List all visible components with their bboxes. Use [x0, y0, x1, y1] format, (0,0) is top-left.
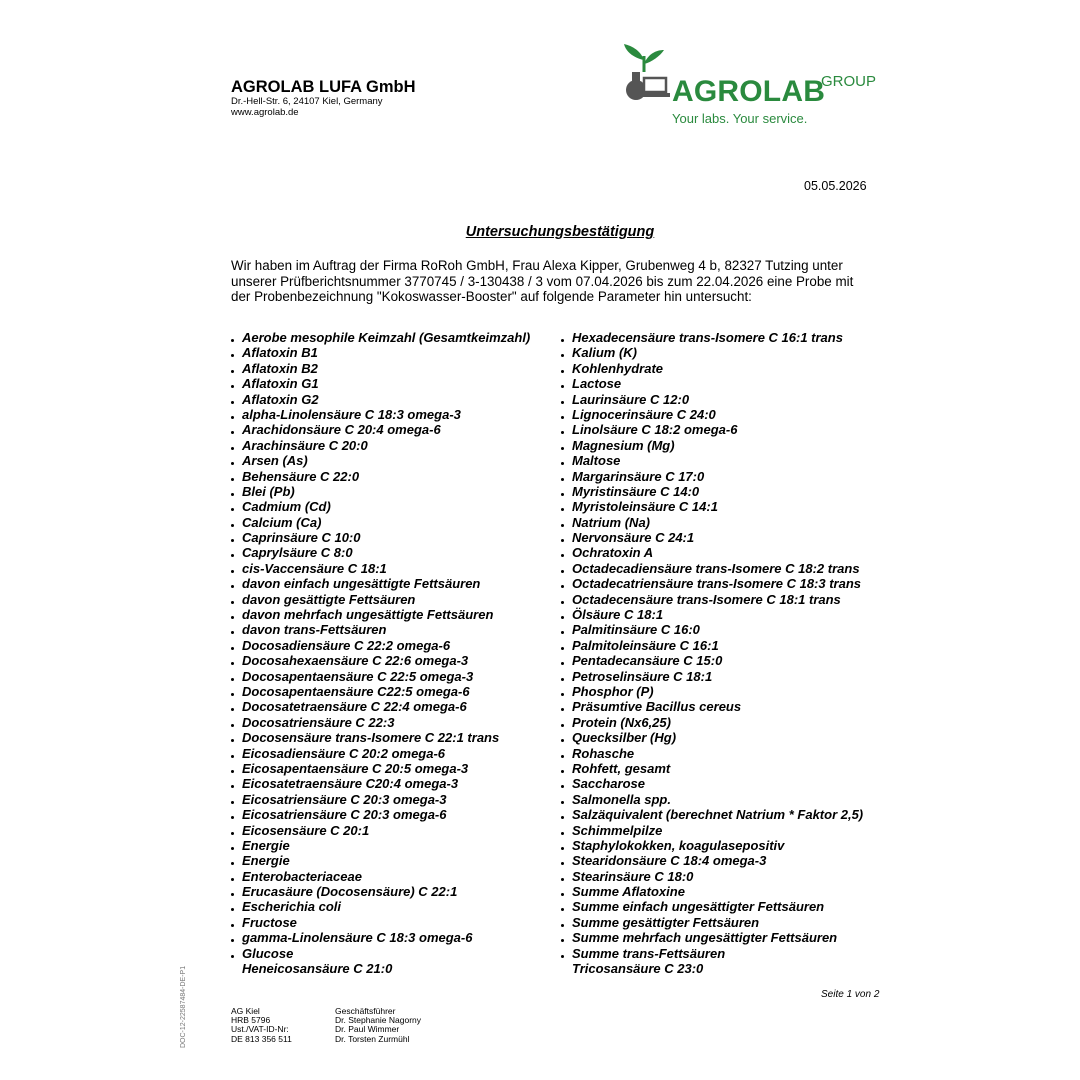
parameter-label: Octadecadiensäure trans-Isomere C 18:2 trans	[572, 560, 860, 576]
parameter-item	[231, 930, 561, 945]
parameter-item	[561, 730, 891, 745]
parameter-item	[561, 715, 891, 730]
parameter-label: Stearinsäure C 18:0	[572, 868, 694, 884]
bullet-icon	[561, 939, 564, 942]
bullet-icon	[231, 508, 234, 511]
parameter-item	[561, 792, 891, 807]
bullet-icon	[561, 708, 564, 711]
parameter-label: gamma-Linolensäure C 18:3 omega-6	[242, 930, 473, 946]
bullet-icon	[231, 554, 234, 557]
parameter-item	[231, 407, 561, 422]
parameter-item	[231, 638, 561, 653]
parameter-item	[231, 884, 561, 899]
parameter-label: Caprylsäure C 8:0	[242, 545, 353, 561]
parameter-label: Eicosapentaensäure C 20:5 omega-3	[242, 760, 469, 776]
parameter-label: Aerobe mesophile Keimzahl (Gesamtkeimzahl)	[242, 330, 531, 345]
company-name: AGROLAB LUFA GmbH	[231, 78, 416, 96]
page-number: Seite 1 von 2	[821, 989, 880, 1000]
bullet-icon	[561, 816, 564, 819]
parameter-label: Ölsäure C 18:1	[572, 607, 664, 623]
parameter-label: Protein (Nx6,25)	[572, 714, 671, 730]
parameter-item	[561, 761, 891, 776]
parameter-label: Calcium (Ca)	[242, 514, 322, 530]
bullet-icon	[231, 955, 234, 958]
parameter-label: Blei (Pb)	[242, 483, 295, 499]
parameter-label: Kohlenhydrate	[572, 360, 664, 376]
parameter-item	[561, 669, 891, 684]
parameter-item	[231, 761, 561, 776]
parameter-item	[561, 622, 891, 637]
parameter-item	[561, 515, 891, 530]
parameter-label: Eicosensäure C 20:1	[242, 822, 370, 838]
document-title: Untersuchungsbestätigung	[465, 224, 655, 240]
logo-group-label: GROUP	[821, 73, 877, 90]
bullet-icon	[231, 724, 234, 727]
bullet-icon	[561, 508, 564, 511]
bullet-icon	[561, 893, 564, 896]
parameter-item	[231, 792, 561, 807]
parameter-label: Fructose	[242, 914, 297, 930]
bullet-icon	[231, 862, 234, 865]
parameter-label: Arachinsäure C 20:0	[242, 437, 368, 453]
parameter-item	[561, 607, 891, 622]
parameter-item	[231, 622, 561, 637]
parameter-item	[561, 746, 891, 761]
bullet-icon	[231, 616, 234, 619]
footer-line: Geschäftsführer	[335, 1006, 396, 1016]
footer-line: Dr. Stephanie Nagorny	[335, 1015, 421, 1026]
bullet-icon	[561, 693, 564, 696]
footer-line: HRB 5796	[231, 1015, 271, 1026]
parameter-item	[231, 438, 561, 453]
parameter-label: Enterobacteriaceae	[242, 868, 362, 884]
parameter-item	[231, 453, 561, 468]
parameter-item	[231, 946, 561, 961]
bullet-icon	[561, 462, 564, 465]
footer-line: Dr. Paul Wimmer	[335, 1024, 400, 1035]
bullet-icon	[231, 401, 234, 404]
bullet-icon	[231, 570, 234, 573]
parameter-item	[561, 684, 891, 699]
parameter-item	[231, 715, 561, 730]
parameter-label: Maltose	[572, 453, 621, 469]
parameter-label: Summe trans-Fettsäuren	[572, 945, 726, 961]
parameter-label: Salmonella spp.	[572, 791, 671, 807]
bullet-icon	[561, 385, 564, 388]
parameter-item	[561, 823, 891, 838]
bullet-icon	[231, 770, 234, 773]
bullet-icon	[561, 601, 564, 604]
parameter-label: Octadecensäure trans-Isomere C 18:1 trans	[572, 591, 841, 607]
footer-line: Ust./VAT-ID-Nr:	[231, 1024, 289, 1035]
bullet-icon	[561, 647, 564, 650]
parameter-item	[561, 638, 891, 653]
parameter-item	[561, 653, 891, 668]
parameter-item	[561, 530, 891, 545]
bullet-icon	[231, 493, 234, 496]
bullet-icon	[561, 401, 564, 404]
bullet-icon	[561, 739, 564, 742]
bullet-icon	[561, 339, 564, 342]
parameter-label: Ochratoxin A	[572, 545, 654, 561]
bullet-icon	[561, 862, 564, 865]
bullet-icon	[561, 724, 564, 727]
bullet-icon	[231, 908, 234, 911]
bullet-icon	[231, 539, 234, 542]
bullet-icon	[561, 524, 564, 527]
bullet-icon	[561, 370, 564, 373]
bullet-icon	[231, 939, 234, 942]
parameter-label: Lignocerinsäure C 24:0	[572, 406, 716, 422]
parameter-label: davon mehrfach ungesättigte Fettsäuren	[242, 607, 494, 623]
parameter-label: Eicosatriensäure C 20:3 omega-3	[242, 791, 447, 807]
parameter-label: Arsen (As)	[242, 453, 308, 469]
company-address-block	[231, 97, 383, 118]
parameter-item	[561, 499, 891, 514]
parameter-label: Lactose	[572, 376, 622, 392]
parameter-label: Myristoleinsäure C 14:1	[572, 499, 718, 515]
bullet-icon	[231, 755, 234, 758]
parameter-item	[561, 545, 891, 560]
document-date: 05.05.2026	[804, 179, 867, 193]
parameter-label: Energie	[242, 853, 290, 869]
bullet-icon	[561, 801, 564, 804]
parameter-item	[561, 576, 891, 591]
bullet-icon	[231, 601, 234, 604]
bullet-icon	[561, 785, 564, 788]
bullet-icon	[561, 478, 564, 481]
parameter-item	[231, 469, 561, 484]
footer-line: AG Kiel	[231, 1006, 260, 1016]
parameter-label: Energie	[242, 837, 290, 853]
parameter-item	[561, 869, 891, 884]
intro-line-2: unserer Prüfberichtsnummer 3770745 / 3-130438 / 3 vom 07.04.2026 bis zum 22.04.2026 eine Probe mit	[231, 273, 854, 289]
agrolab-logo	[620, 42, 890, 132]
bullet-icon	[231, 631, 234, 634]
bullet-icon	[231, 478, 234, 481]
parameter-label: Laurinsäure C 12:0	[572, 391, 690, 407]
intro-line-3: der Probenbezeichnung "Kokoswasser-Booster" auf folgende Parameter hin untersucht:	[231, 289, 752, 304]
bullet-icon	[561, 847, 564, 850]
parameter-item	[231, 699, 561, 714]
bullet-icon	[561, 354, 564, 357]
bullet-icon	[561, 570, 564, 573]
bullet-icon	[231, 878, 234, 881]
parameter-label: Eicosadiensäure C 20:2 omega-6	[242, 745, 446, 761]
parameter-item	[231, 422, 561, 437]
parameter-item	[231, 392, 561, 407]
parameter-label: Schimmelpilze	[572, 822, 663, 838]
parameter-item	[561, 838, 891, 853]
parameter-label: Glucose	[242, 945, 294, 961]
bullet-icon	[561, 554, 564, 557]
parameter-label: davon gesättigte Fettsäuren	[242, 591, 416, 607]
parameter-label: Staphylokokken, koagulasepositiv	[572, 837, 785, 853]
parameter-item	[231, 730, 561, 745]
parameter-item	[561, 961, 891, 976]
bullet-icon	[561, 539, 564, 542]
parameter-item	[231, 499, 561, 514]
parameter-label: Myristinsäure C 14:0	[572, 483, 700, 499]
parameter-item	[561, 776, 891, 791]
footer-registration	[231, 1007, 292, 1044]
parameter-label: Margarinsäure C 17:0	[572, 468, 705, 484]
parameter-item	[231, 561, 561, 576]
parameter-item	[231, 545, 561, 560]
parameter-item	[561, 699, 891, 714]
parameter-label: Palmitinsäure C 16:0	[572, 622, 700, 638]
parameter-list-right	[561, 330, 891, 976]
parameter-label: Kalium (K)	[572, 345, 637, 361]
parameter-label: Rohfett, gesamt	[572, 760, 671, 776]
parameter-item	[561, 484, 891, 499]
parameter-label: davon trans-Fettsäuren	[242, 622, 387, 638]
bullet-icon	[561, 416, 564, 419]
bullet-icon	[561, 832, 564, 835]
bullet-icon	[561, 678, 564, 681]
parameter-label: Behensäure C 22:0	[242, 468, 360, 484]
parameter-label: Caprinsäure C 10:0	[242, 530, 361, 546]
bullet-icon	[561, 770, 564, 773]
bullet-icon	[231, 647, 234, 650]
parameter-item	[561, 376, 891, 391]
parameter-label: Cadmium (Cd)	[242, 499, 331, 515]
parameter-item	[231, 853, 561, 868]
parameter-label: Pentadecansäure C 15:0	[572, 653, 723, 669]
parameter-item	[231, 330, 561, 345]
logo-tagline: Your labs. Your service.	[672, 111, 808, 126]
bullet-icon	[231, 339, 234, 342]
parameter-item	[561, 561, 891, 576]
parameter-label: Summe einfach ungesättigter Fettsäuren	[572, 899, 825, 915]
company-website: www.agrolab.de	[231, 106, 299, 118]
parameter-item	[231, 592, 561, 607]
bullet-icon	[231, 693, 234, 696]
parameter-item	[561, 345, 891, 360]
parameter-item	[231, 376, 561, 391]
parameter-label: Phosphor (P)	[572, 683, 654, 699]
parameter-item	[231, 484, 561, 499]
bullet-icon	[561, 755, 564, 758]
bullet-icon	[231, 893, 234, 896]
parameter-label: Natrium (Na)	[572, 514, 651, 530]
parameter-item	[561, 592, 891, 607]
parameter-label: Aflatoxin G2	[242, 391, 319, 407]
bullet-icon	[561, 431, 564, 434]
intro-paragraph	[231, 258, 891, 305]
company-address: Dr.-Hell-Str. 6, 24107 Kiel, Germany	[231, 96, 383, 107]
parameter-label: Eicosatetraensäure C20:4 omega-3	[242, 776, 459, 792]
parameter-item	[231, 669, 561, 684]
parameter-item	[561, 392, 891, 407]
bullet-icon	[561, 447, 564, 450]
parameter-label: Saccharose	[572, 776, 645, 792]
parameter-label: Rohasche	[572, 745, 635, 761]
parameter-item	[231, 961, 561, 976]
parameter-item	[561, 946, 891, 961]
parameter-label: Octadecatriensäure trans-Isomere C 18:3 trans	[572, 576, 862, 592]
parameter-item	[561, 807, 891, 822]
parameter-item	[231, 746, 561, 761]
parameter-label: Hexadecensäure trans-Isomere C 16:1 trans	[572, 330, 843, 345]
bullet-icon	[561, 908, 564, 911]
parameter-item	[561, 407, 891, 422]
parameter-item	[231, 607, 561, 622]
bullet-icon	[231, 785, 234, 788]
parameter-label: cis-Vaccensäure C 18:1	[242, 560, 387, 576]
parameter-label: Aflatoxin B1	[242, 345, 318, 361]
parameter-label: Nervonsäure C 24:1	[572, 530, 695, 546]
bullet-icon	[561, 955, 564, 958]
bullet-icon	[231, 524, 234, 527]
bullet-icon	[231, 447, 234, 450]
parameter-label: Summe gesättigter Fettsäuren	[572, 914, 760, 930]
bullet-icon	[231, 708, 234, 711]
footer-line: Dr. Torsten Zurmühl	[335, 1033, 410, 1044]
bullet-icon	[231, 585, 234, 588]
bullet-icon	[231, 416, 234, 419]
parameter-item	[231, 776, 561, 791]
parameter-item	[561, 899, 891, 914]
parameter-item	[231, 653, 561, 668]
parameter-list-left	[231, 330, 561, 976]
bullet-icon	[231, 739, 234, 742]
parameter-label: alpha-Linolensäure C 18:3 omega-3	[242, 406, 461, 422]
bullet-icon	[561, 662, 564, 665]
parameter-label: Quecksilber (Hg)	[572, 730, 677, 746]
bullet-icon	[231, 462, 234, 465]
bullet-icon	[231, 832, 234, 835]
parameter-label: Salzäquivalent (berechnet Natrium * Faktor 2,5)	[572, 807, 864, 823]
parameter-label: Docosensäure trans-Isomere C 22:1 trans	[242, 730, 500, 746]
bullet-icon	[231, 816, 234, 819]
parameter-item	[561, 930, 891, 945]
parameter-label: Docosapentaensäure C22:5 omega-6	[242, 683, 470, 699]
flask-sprout-icon	[620, 42, 672, 106]
parameter-item	[231, 838, 561, 853]
parameter-label: Docosatriensäure C 22:3	[242, 714, 395, 730]
bullet-icon	[231, 370, 234, 373]
parameter-label: Aflatoxin B2	[242, 360, 318, 376]
parameter-item	[231, 361, 561, 376]
bullet-icon	[561, 493, 564, 496]
bullet-icon	[231, 385, 234, 388]
parameter-item	[231, 345, 561, 360]
parameter-label: Heneicosansäure C 21:0	[242, 961, 393, 977]
bullet-icon	[231, 431, 234, 434]
parameter-label: Magnesium (Mg)	[572, 437, 675, 453]
parameter-label: Docosapentaensäure C 22:5 omega-3	[242, 668, 474, 684]
parameter-item	[561, 330, 891, 345]
parameter-item	[561, 469, 891, 484]
parameter-item	[231, 915, 561, 930]
parameter-item	[561, 361, 891, 376]
parameter-label: Eicosatriensäure C 20:3 omega-6	[242, 807, 447, 823]
parameter-item	[561, 453, 891, 468]
parameter-item	[231, 869, 561, 884]
intro-line-1: Wir haben im Auftrag der Firma RoRoh GmbH, Frau Alexa Kipper, Grubenweg 4 b, 82327 Tutzing unter	[231, 258, 843, 273]
parameter-label: Linolsäure C 18:2 omega-6	[572, 422, 738, 438]
parameter-item	[561, 853, 891, 868]
bullet-icon	[561, 585, 564, 588]
parameter-label: Escherichia coli	[242, 899, 341, 915]
parameter-label: Aflatoxin G1	[242, 376, 319, 392]
parameter-item	[231, 515, 561, 530]
bullet-icon	[231, 662, 234, 665]
parameter-item	[231, 823, 561, 838]
parameter-label: Stearidonsäure C 18:4 omega-3	[572, 853, 767, 869]
document-id: DOC-12-22587484-DE-P1	[180, 965, 187, 1048]
parameter-item	[561, 915, 891, 930]
bullet-icon	[231, 847, 234, 850]
parameter-item	[231, 576, 561, 591]
bullet-icon	[561, 924, 564, 927]
parameter-item	[561, 884, 891, 899]
parameter-label: davon einfach ungesättigte Fettsäuren	[242, 576, 481, 592]
bullet-icon	[561, 616, 564, 619]
parameter-label: Tricosansäure C 23:0	[572, 961, 704, 977]
parameter-label: Präsumtive Bacillus cereus	[572, 699, 742, 715]
parameter-label: Docosahexaensäure C 22:6 omega-3	[242, 653, 469, 669]
bullet-icon	[231, 801, 234, 804]
parameter-item	[231, 807, 561, 822]
parameter-label: Palmitoleinsäure C 16:1	[572, 637, 719, 653]
bullet-icon	[561, 878, 564, 881]
parameter-label: Petroselinsäure C 18:1	[572, 668, 713, 684]
parameter-label: Summe mehrfach ungesättigter Fettsäuren	[572, 930, 838, 946]
footer-line: DE 813 356 511	[231, 1033, 292, 1044]
bullet-icon	[231, 924, 234, 927]
footer-management	[335, 1007, 421, 1044]
bullet-icon	[231, 354, 234, 357]
parameter-label: Summe Aflatoxine	[572, 884, 685, 900]
parameter-label: Erucasäure (Docosensäure) C 22:1	[242, 884, 458, 900]
parameter-item	[231, 684, 561, 699]
parameter-item	[231, 899, 561, 914]
bullet-icon	[231, 678, 234, 681]
logo-wordmark: AGROLAB	[672, 75, 826, 108]
bullet-icon	[561, 631, 564, 634]
parameter-label: Docosadiensäure C 22:2 omega-6	[242, 637, 451, 653]
parameter-label: Docosatetraensäure C 22:4 omega-6	[242, 699, 467, 715]
parameter-item	[561, 422, 891, 437]
parameter-item	[561, 438, 891, 453]
parameter-label: Arachidonsäure C 20:4 omega-6	[242, 422, 441, 438]
parameter-item	[231, 530, 561, 545]
